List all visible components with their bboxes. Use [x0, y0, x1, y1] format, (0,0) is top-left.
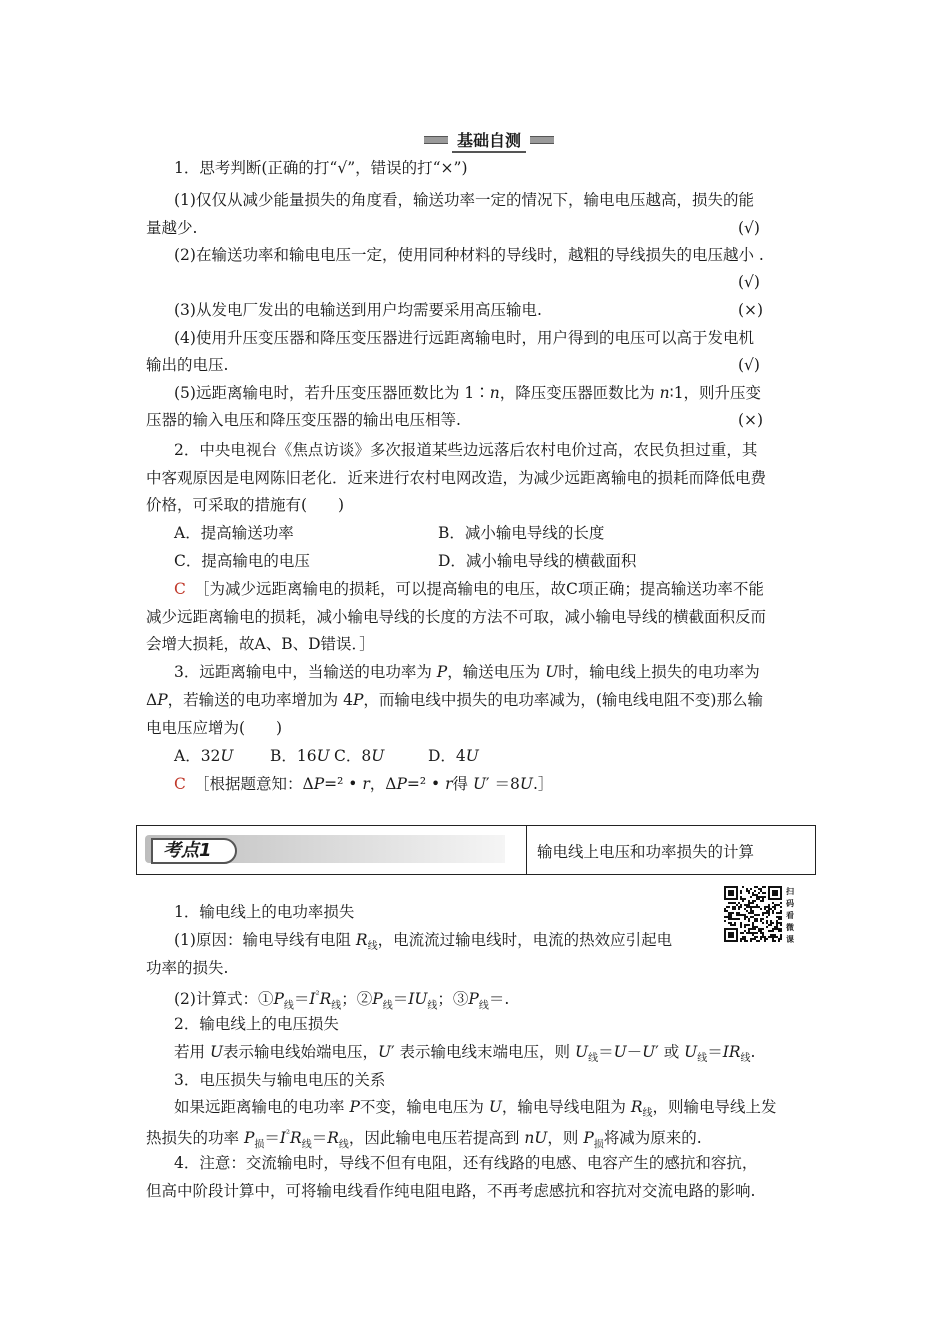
q3-option-c: C．8U — [334, 747, 385, 765]
k3-line2: 热损失的功率 $P_损=I^{^2}R_线=R_线$，因此输电电压若提高到 nU，则 $P_损$将减为原来的. — [146, 1129, 702, 1151]
q1-item2-line1: (2)在输送功率和输电电压一定，使用同种材料的导线时，越粗的导线损失的电压越小 . — [174, 246, 764, 264]
header-bar-left — [424, 136, 448, 144]
q1-item1-line2: 量越少. — [146, 219, 198, 237]
q3-answer: C — [174, 775, 186, 793]
q3-option-b: B．16U — [270, 747, 330, 765]
q3-line3: 电电压应增为( ) — [146, 719, 283, 737]
q3-option-d: D．4U — [428, 747, 479, 765]
kaodian-box — [136, 825, 816, 875]
k2-heading: 2．输电线上的电压损失 — [174, 1015, 339, 1033]
q1-stem: 1．思考判断(正确的打“√”，错误的打“×”) — [174, 159, 468, 177]
q1-item4-line1: (4)使用升压变压器和降压变压器进行远距离输电时，用户得到的电压可以高于发电机 — [174, 329, 754, 347]
k4-line1: 4．注意：交流输电时，导线不但有电阻，还有线路的电感、电容产生的感抗和容抗， — [174, 1154, 758, 1172]
q3-expl: ［根据题意知：ΔP=² • r，ΔP=² • r得 U′ ＝8U.］ — [194, 775, 554, 793]
q1-item5-line1: (5)远距离输电时，若升压变压器匝数比为 1∶n，降压变压器匝数比为 n∶1，则升压变 — [174, 384, 762, 402]
q1-item4-mark: (√) — [738, 356, 760, 374]
q3-line2: ΔP，若输送的电功率增加为 4P，而输电线中损失的电功率减为，(输电线电阻不变)那么输 — [146, 691, 763, 709]
k1-reason-line2: 功率的损失. — [146, 959, 229, 977]
kaodian-badge: 考点1 — [151, 838, 237, 864]
q2-option-d: D．减小输电导线的横截面积 — [438, 552, 637, 570]
q1-item3-mark: (×) — [738, 301, 764, 319]
kaodian-title: 输电线上电压和功率损失的计算 — [537, 843, 755, 861]
q2-option-c: C．提高输电的电压 — [174, 552, 310, 570]
section-header — [424, 128, 554, 150]
k3-heading: 3．电压损失与输电电压的关系 — [174, 1071, 386, 1089]
q2-answer: C — [174, 580, 186, 598]
q2-expl-line1: ［为减少远距离输电的损耗，可以提高输电的电压，故C项正确；提高输送功率不能 — [194, 580, 764, 598]
q1-item4-line2: 输出的电压. — [146, 356, 229, 374]
q3-line1: 3．远距离输电中，当输送的电功率为 P，输送电压为 U时，输电线上损失的电功率为 — [174, 663, 760, 681]
kaodian-badge-cell — [137, 826, 527, 874]
q2-expl-line3: 会增大损耗，故A、B、D错误．］ — [146, 635, 375, 653]
q1-item1-line1: (1)仅仅从减少能量损失的角度看，输送功率一定的情况下，输电电压越高，损失的能 — [174, 191, 754, 209]
k1-reason-line1: (1)原因：输电导线有电阻 $R_线$，电流流过输电线时，电流的热效应引起电 — [174, 931, 673, 953]
kaodian-tab — [145, 835, 505, 863]
q1-item5-mark: (×) — [738, 411, 764, 429]
k4-line2: 但高中阶段计算中，可将输电线看作纯电阻电路，不再考虑感抗和容抗对交流电路的影响. — [146, 1182, 756, 1200]
header-bar-right — [530, 136, 554, 144]
q1-item1-mark: (√) — [738, 219, 760, 237]
k2-body: 若用 U表示输电线始端电压，U′ 表示输电线末端电压，则 $U_线=U-U'$ 或 $U_线=IR_线$. — [174, 1043, 756, 1065]
q1-item2-mark: (√) — [738, 273, 760, 291]
k1-formula: (2)计算式：$①P_线=I^{^2}R_线$；$②P_线=IU_线$；$③P_线=$. — [174, 990, 510, 1012]
k3-line1: 如果远距离输电的电功率 P不变，输电电压为 U，输电导线电阻为 $R_线$，则输电导线上发 — [174, 1098, 777, 1120]
q3-option-a: A．32U — [174, 747, 234, 765]
section-title: 基础自测 — [452, 128, 526, 153]
q2-line2: 中客观原因是电网陈旧老化．近来进行农村电网改造，为减少远距离输电的损耗而降低电费 — [146, 469, 767, 487]
q1-item3-line1: (3)从发电厂发出的电输送到用户均需要采用高压输电. — [174, 301, 542, 319]
q2-expl-line2: 减少远距离输电的损耗，减小输电导线的长度的方法不可取，减小输电导线的横截面积反而 — [146, 608, 767, 626]
q2-option-a: A．提高输送功率 — [174, 524, 294, 542]
k1-heading: 1．输电线上的电功率损失 — [174, 903, 355, 921]
q2-option-b: B．减小输电导线的长度 — [438, 524, 605, 542]
qr-caption: 扫 码 看 微 课 — [786, 887, 794, 944]
q1-item5-line2: 压器的输入电压和降压变压器的输出电压相等. — [146, 411, 461, 429]
qr-code[interactable] — [724, 886, 782, 942]
q2-line1: 2．中央电视台《焦点访谈》多次报道某些边远落后农村电价过高，农民负担过重，其 — [174, 441, 758, 459]
q2-line3: 价格，可采取的措施有( ) — [146, 496, 345, 514]
